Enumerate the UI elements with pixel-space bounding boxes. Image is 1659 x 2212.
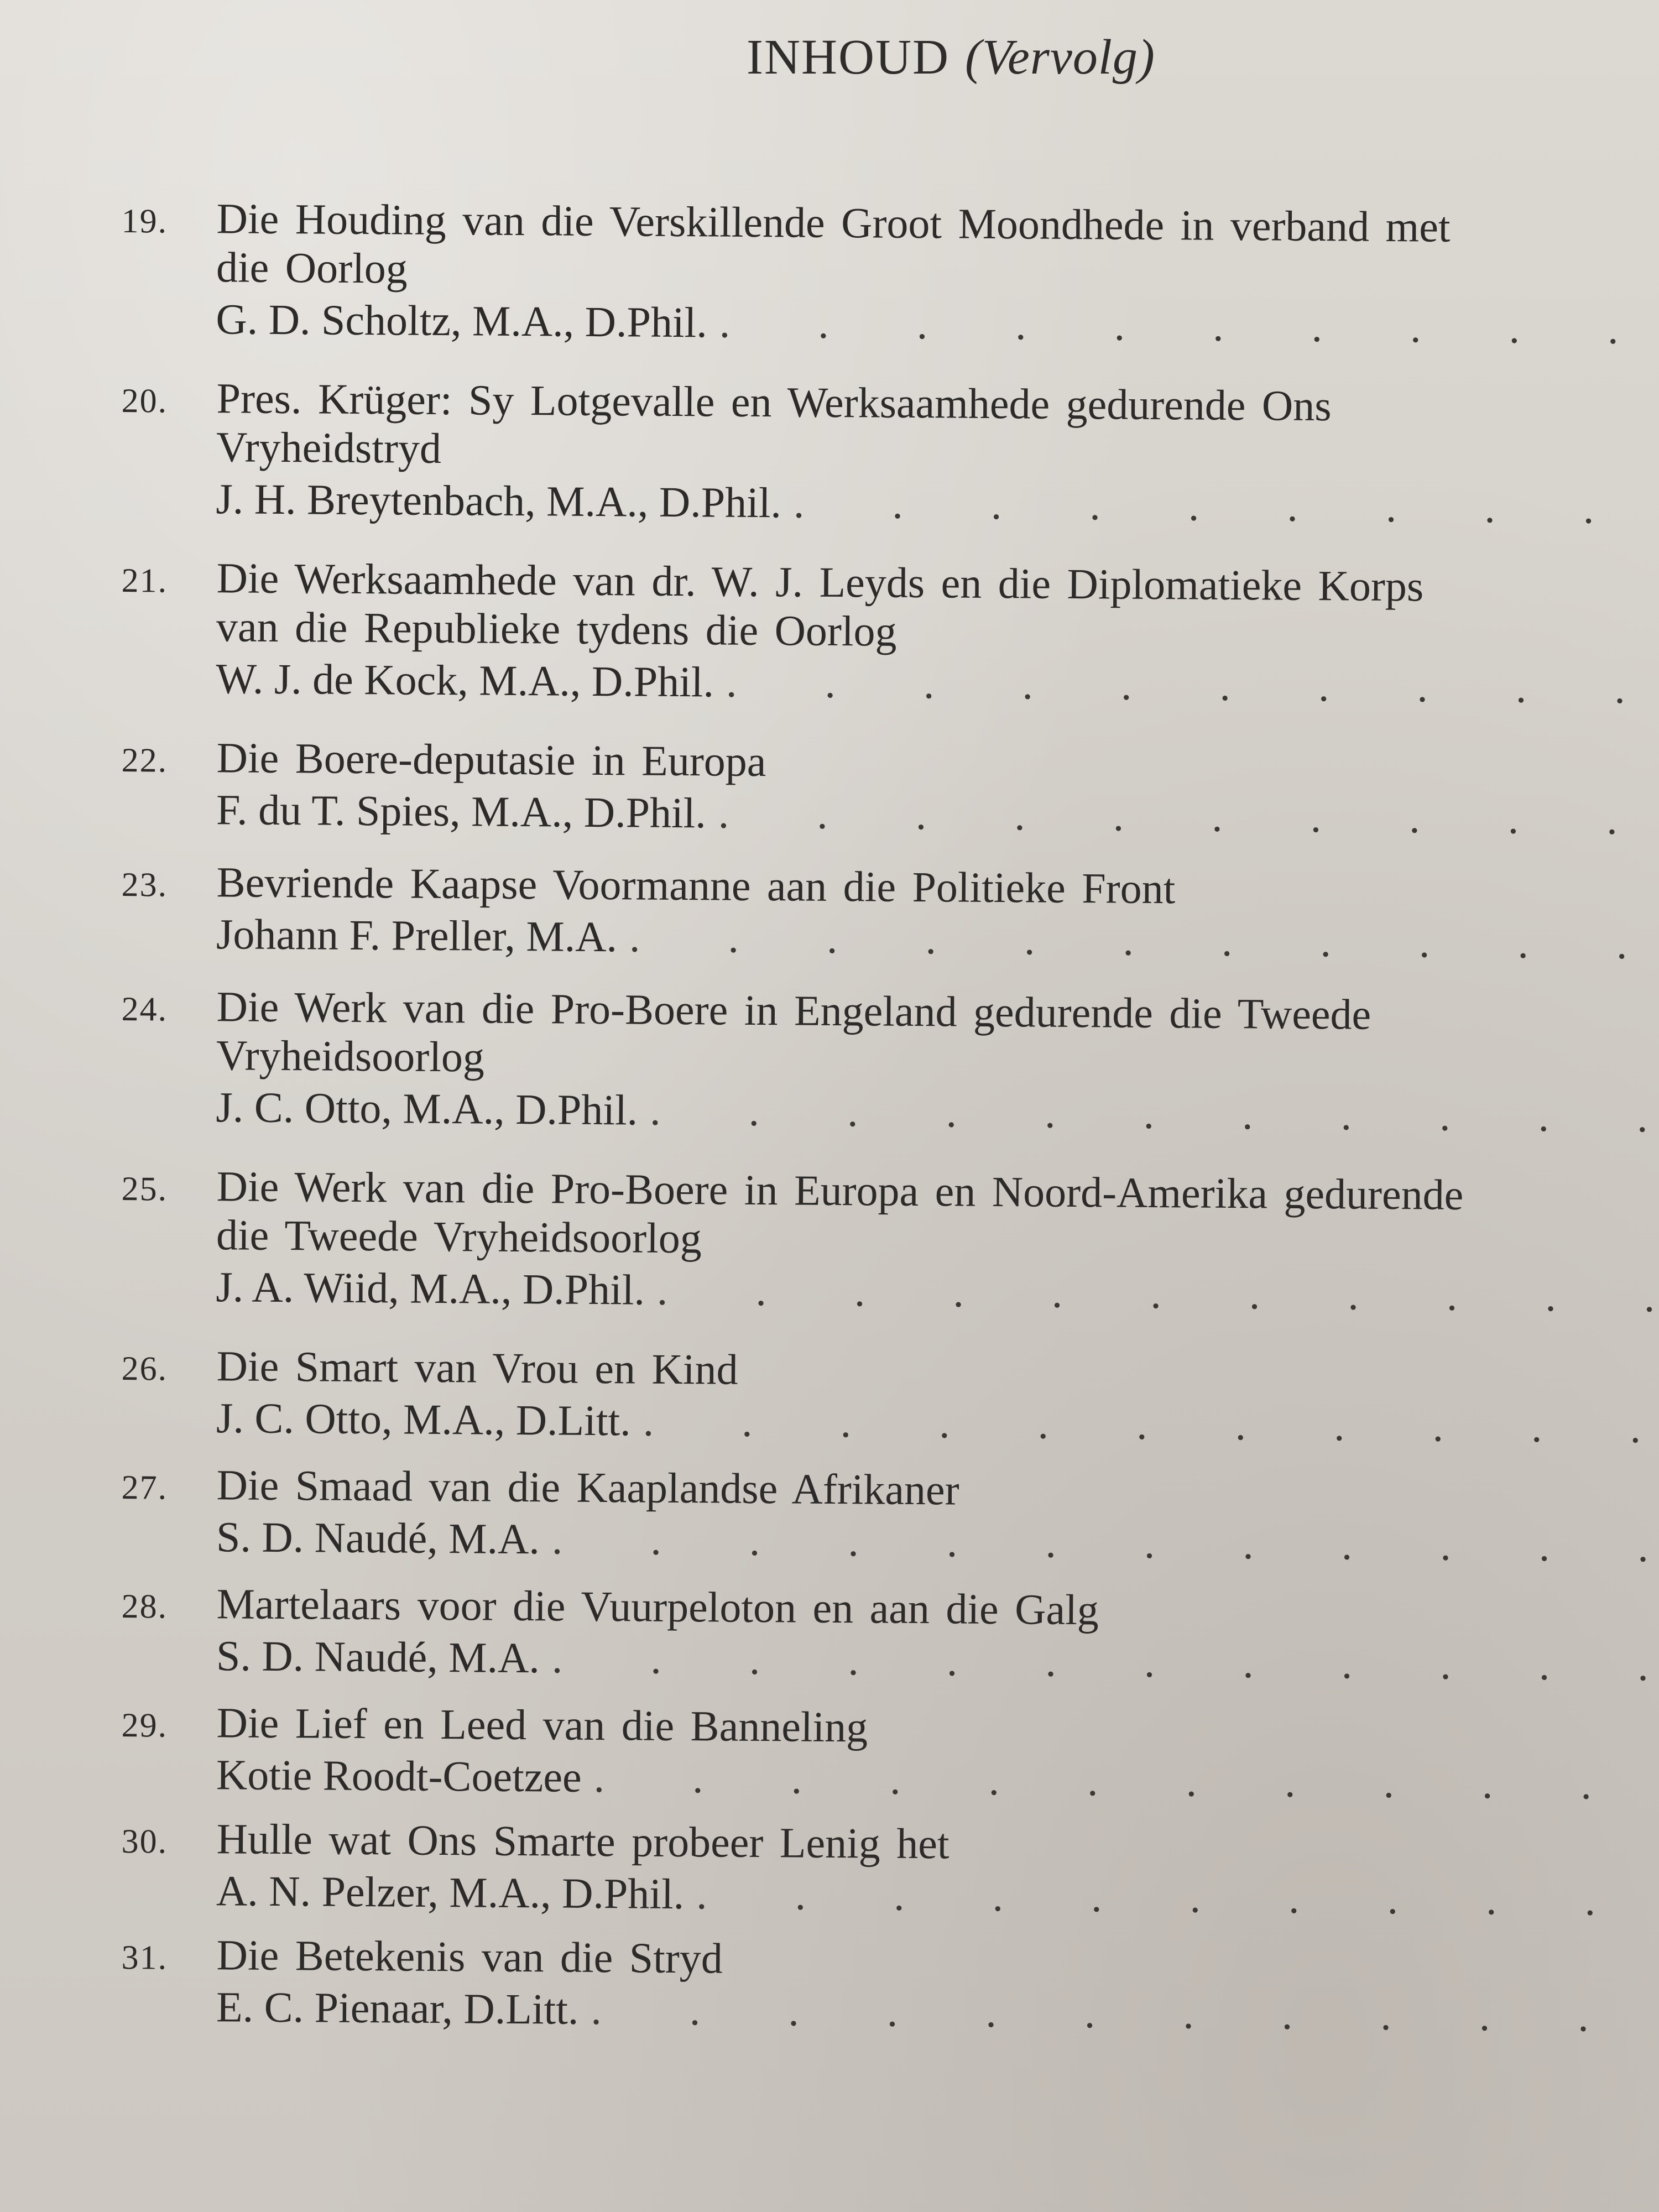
- entry-author: W. J. de Kock, M.A., D.Phil.: [216, 654, 714, 706]
- toc-entry: [121, 373, 1659, 533]
- entry-author-line: [216, 1983, 1659, 2041]
- entry-number: 23.: [121, 865, 168, 904]
- entry-author: J. A. Wiid, M.A., D.Phil.: [216, 1262, 645, 1314]
- toc-entry: [121, 1460, 1659, 1571]
- toc-entry: [121, 1341, 1659, 1452]
- entry-number: 29.: [121, 1706, 168, 1745]
- toc-entry: [121, 1814, 1659, 1925]
- entry-author-line: [216, 910, 1659, 968]
- entry-title-line: Die Lief en Leed van die Banneling: [216, 1698, 868, 1751]
- toc-entry: [121, 733, 1659, 844]
- entry-title-line: Die Smart van Vrou en Kind: [216, 1342, 738, 1394]
- entry-author: G. D. Scholtz, M.A., D.Phil.: [216, 295, 708, 347]
- entry-title-line: die Tweede Vryheidsoorlog: [216, 1211, 702, 1262]
- dot-leader: [719, 299, 1658, 354]
- toc-entry: [121, 982, 1659, 1141]
- dot-leader: [552, 1634, 1659, 1690]
- entry-number: 22.: [121, 741, 168, 780]
- entry-title-line: Die Boere-deputasie in Europa: [216, 733, 766, 786]
- entry-number: 26.: [121, 1349, 168, 1388]
- entry-author: J. H. Breytenbach, M.A., D.Phil.: [216, 474, 782, 527]
- page-subtitle: (Vervolg): [964, 30, 1155, 85]
- entry-author-line: [216, 1631, 1659, 1690]
- entry-number: 31.: [121, 1938, 168, 1977]
- toc-entry: [121, 553, 1659, 713]
- entry-title-line: Die Werk van die Pro-Boere in Engeland gedurende die Tweede: [216, 982, 1371, 1039]
- dot-leader: [794, 478, 1659, 533]
- toc-entry: [121, 1161, 1659, 1321]
- entry-number: 19.: [121, 202, 168, 241]
- dot-leader: [591, 1985, 1659, 2041]
- dot-leader: [593, 1753, 1659, 1809]
- entry-author-line: [216, 1512, 1659, 1571]
- dot-leader: [657, 1266, 1659, 1322]
- entry-title-line: Die Betekenis van die Stryd: [216, 1931, 723, 1983]
- entry-author: E. C. Pienaar, D.Litt.: [216, 1983, 579, 2033]
- entry-title-line: Martelaars voor die Vuurpeloton en aan die Galg: [216, 1579, 1099, 1634]
- entry-number: 24.: [121, 990, 168, 1029]
- entry-number: 25.: [121, 1170, 168, 1208]
- page-title: INHOUD: [747, 30, 950, 85]
- entry-title-line: Bevriende Kaapse Voormanne aan die Politieke Front: [216, 858, 1176, 913]
- entry-number: 28.: [121, 1587, 168, 1626]
- toc-entry: [121, 857, 1659, 968]
- toc-entry: [121, 194, 1659, 353]
- entry-author: Kotie Roodt-Coetzee: [216, 1750, 582, 1801]
- entry-title-line: Die Smaad van die Kaaplandse Afrikaner: [216, 1460, 959, 1514]
- entry-title-line: Vryheidstryd: [216, 422, 442, 473]
- entry-author: Johann F. Preller, M.A.: [216, 910, 618, 961]
- entry-number: 27.: [121, 1468, 168, 1507]
- entry-title-line: Die Werksaamhede van dr. W. J. Leyds en die Diplomatieke Korps: [216, 554, 1424, 611]
- dot-leader: [643, 1397, 1658, 1453]
- entry-author-line: [216, 474, 1659, 533]
- dot-leader: [696, 1870, 1659, 1925]
- toc-entry: [121, 1579, 1659, 1690]
- dot-leader: [629, 912, 1659, 968]
- entry-author-line: [216, 1083, 1659, 1141]
- entry-number: 20.: [121, 382, 168, 420]
- entry-title-line: Hulle wat Ons Smarte probeer Lenig het: [216, 1814, 950, 1868]
- entry-author: A. N. Pelzer, M.A., D.Phil.: [216, 1866, 685, 1918]
- dot-leader: [552, 1515, 1659, 1571]
- entry-title-line: Die Werk van die Pro-Boere in Europa en Noord-Amerika gedurende: [216, 1162, 1464, 1219]
- entry-title-line: van die Republieke tydens die Oorlog: [216, 602, 897, 655]
- entry-author: S. D. Naudé, M.A.: [216, 1512, 540, 1563]
- dot-leader: [650, 1086, 1659, 1142]
- entry-author-line: [216, 785, 1659, 844]
- entry-author-line: [216, 1750, 1659, 1809]
- entry-author-line: [216, 1262, 1659, 1321]
- entry-number: 30.: [121, 1822, 168, 1861]
- entry-title-line: Vryheidsoorlog: [216, 1031, 485, 1081]
- entry-number: 21.: [121, 561, 168, 600]
- entry-title-line: die Oorlog: [216, 243, 408, 293]
- entry-author-line: [216, 295, 1659, 353]
- entry-author: F. du T. Spies, M.A., D.Phil.: [216, 785, 707, 837]
- toc-entry: [121, 1698, 1659, 1809]
- entry-author-line: [216, 1866, 1659, 1925]
- entry-author: J. C. Otto, M.A., D.Phil.: [216, 1083, 638, 1134]
- dot-leader: [726, 658, 1659, 713]
- entry-title-line: Die Houding van die Verskillende Groot Moondhede in verband met: [216, 194, 1451, 251]
- entry-author: J. C. Otto, M.A., D.Litt.: [216, 1394, 632, 1445]
- entry-author-line: [216, 1394, 1659, 1452]
- entry-title-line: Pres. Krüger: Sy Lotgevalle en Werksaamhede gedurende Ons: [216, 374, 1332, 430]
- dot-leader: [718, 789, 1659, 844]
- toc-entry: [121, 1930, 1659, 2041]
- entry-author: S. D. Naudé, M.A.: [216, 1631, 540, 1682]
- entry-author-line: [216, 654, 1659, 713]
